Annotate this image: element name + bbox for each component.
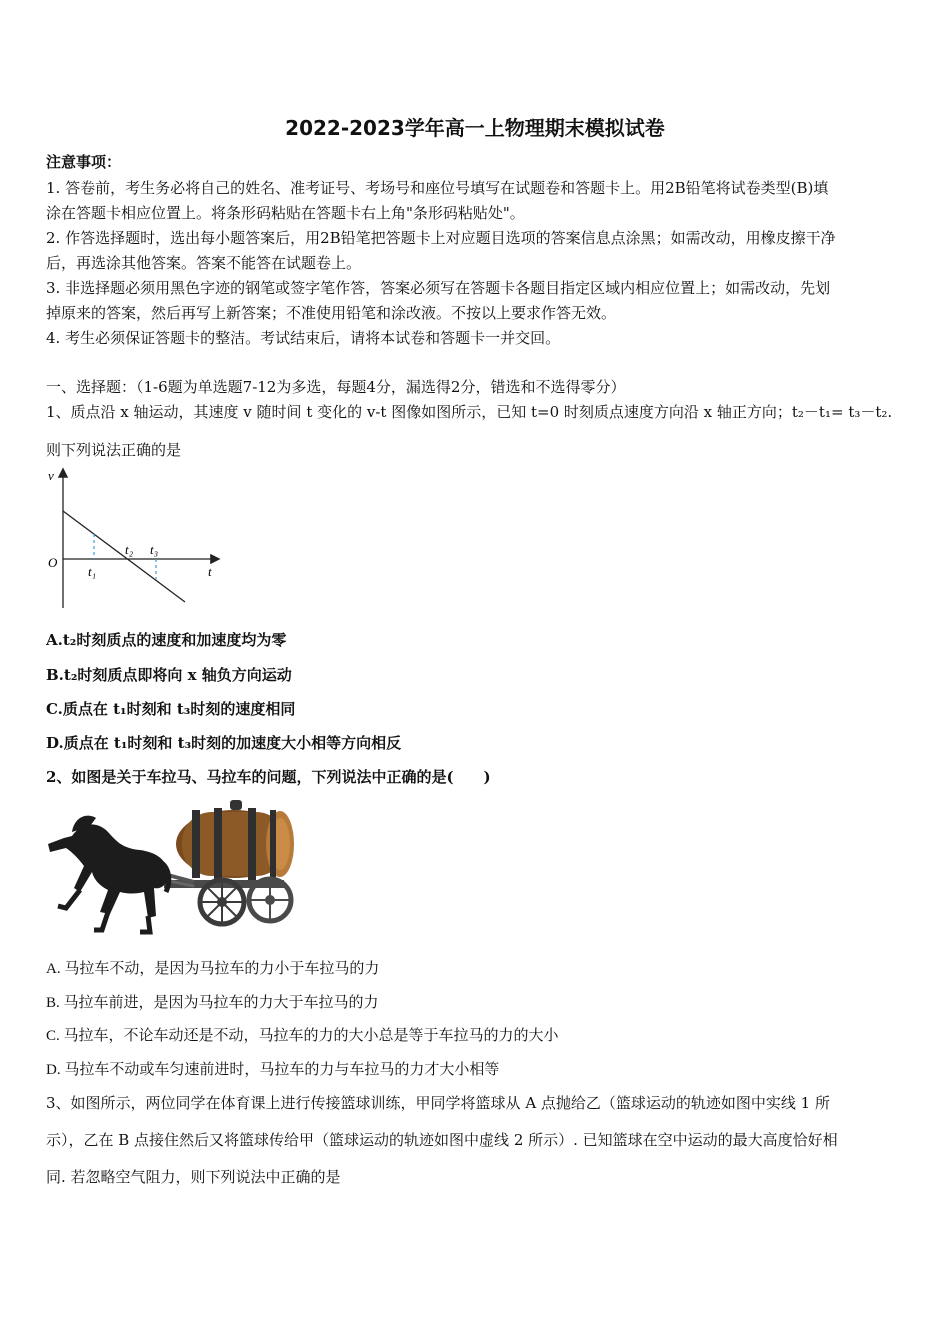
q1-option-d: D.质点在 t₁时刻和 t₃时刻的加速度大小相等方向相反: [46, 734, 402, 752]
q1-option-b: B.t₂时刻质点即将向 x 轴负方向运动: [46, 666, 292, 684]
q3-stem-c: 同. 若忽略空气阻力，则下列说法中正确的是: [46, 1168, 341, 1186]
notice-item-2b: 后，再选涂其他答案。答案不能答在试题卷上。: [46, 254, 362, 272]
notice-heading: 注意事项：: [46, 153, 122, 171]
origin-label: O: [48, 555, 58, 570]
notice-item-2a: 2. 作答选择题时，选出每小题答案后，用2B铅笔把答题卡上对应题目选项的答案信息点涂黑；如需改动，用橡皮擦干净: [46, 229, 836, 247]
q1-option-c: C.质点在 t₁时刻和 t₃时刻的速度相同: [46, 700, 296, 718]
q1-vt-graph: [40, 462, 230, 612]
q1-stem-a: 1、质点沿 x 轴运动，其速度 v 随时间 t 变化的 v-t 图像如图所示，已知 t=0 时刻质点速度方向沿 x 轴正方向；t₂－t₁= t₃－t₂.: [46, 403, 893, 421]
section-heading: 一、选择题：（1-6题为单选题7-12为多选，每题4分，漏选得2分，错选和不选得零分）: [46, 378, 626, 396]
q2-option-b: B. 马拉车前进，是因为马拉车的力大于车拉马的力: [46, 995, 379, 1011]
velocity-line: [63, 511, 185, 602]
q2-option-c: C. 马拉车，不论车动还是不动，马拉车的力的大小总是等于车拉马的力的大小: [46, 1028, 559, 1044]
notice-item-1b: 涂在答题卡相应位置上。将条形码粘贴在答题卡右上角"条形码粘贴处"。: [46, 204, 525, 222]
q1-stem-b: 则下列说法正确的是: [46, 441, 182, 459]
q2-stem: 2、如图是关于车拉马、马拉车的问题，下列说法中正确的是( ): [46, 768, 491, 786]
q2-option-d: D. 马拉车不动或车匀速前进时，马拉车的力与车拉马的力才大小相等: [46, 1062, 500, 1078]
notice-item-1a: 1. 答卷前，考生务必将自己的姓名、准考证号、考场号和座位号填写在试题卷和答题卡上。用2B铅笔将试卷类型(B)填: [46, 179, 829, 197]
v-label: v: [48, 468, 54, 483]
page-title: 2022-2023学年高一上物理期末模拟试卷: [285, 116, 665, 140]
q3-stem-b: 示），乙在 B 点接住然后又将篮球传给甲（篮球运动的轨迹如图中虚线 2 所示）. 已知篮球在空中运动的最大高度恰好相: [46, 1131, 838, 1149]
t-label: t: [208, 564, 212, 579]
t1-label: t₁: [88, 564, 97, 579]
notice-item-3b: 掉原来的答案，然后再写上新答案；不准使用铅笔和涂改液。不按以上要求作答无效。: [46, 304, 617, 322]
notice-item-4: 4. 考生必须保证答题卡的整洁。考试结束后，请将本试卷和答题卡一并交回。: [46, 329, 561, 347]
t3-label: t₃: [150, 542, 159, 557]
t2-label: t₂: [125, 542, 134, 557]
notice-item-3a: 3. 非选择题必须用黑色字迹的钢笔或签字笔作答，答案必须写在答题卡各题目指定区域内相应位置上；如需改动，先划: [46, 279, 831, 297]
horse-cart-image: [44, 796, 300, 936]
q3-stem-a: 3、如图所示，两位同学在体育课上进行传接篮球训练，甲同学将篮球从 A 点抛给乙（篮球运动的轨迹如图中实线 1 所: [46, 1094, 830, 1112]
q2-option-a: A. 马拉车不动，是因为马拉车的力小于车拉马的力: [46, 961, 380, 977]
q1-option-a: A.t₂时刻质点的速度和加速度均为零: [46, 631, 287, 649]
